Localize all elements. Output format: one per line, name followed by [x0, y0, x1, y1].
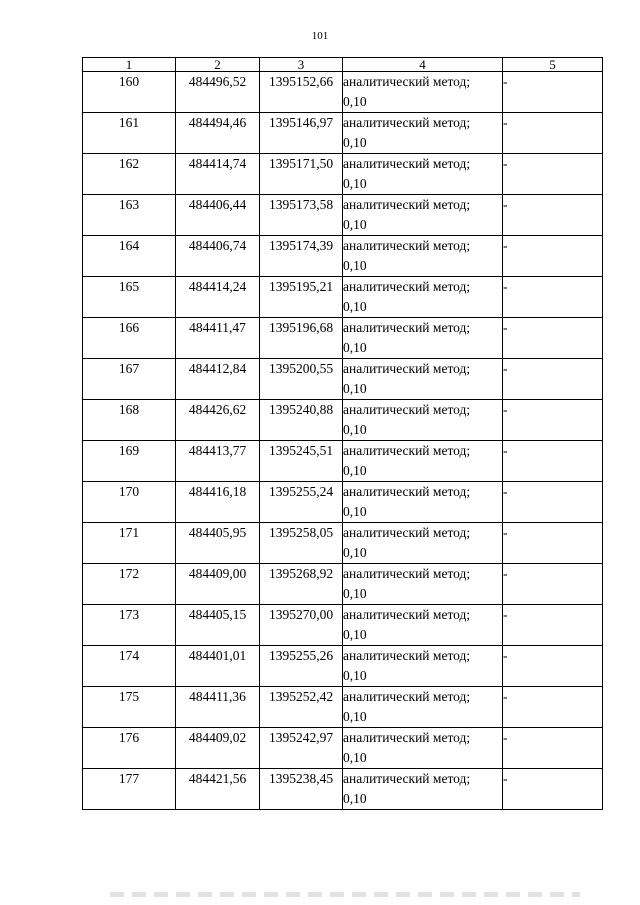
point-number-cell: 161 — [83, 113, 176, 154]
y-coordinate-cell: 1395270,00 — [260, 605, 343, 646]
point-number-cell: 173 — [83, 605, 176, 646]
point-number-cell: 162 — [83, 154, 176, 195]
accuracy-text: 0,10 — [343, 94, 367, 109]
y-coordinate-cell: 1395258,05 — [260, 523, 343, 564]
note-cell: - — [503, 441, 603, 482]
table-row — [83, 687, 603, 728]
note-cell: - — [503, 113, 603, 154]
note-cell: - — [503, 687, 603, 728]
note-cell: - — [503, 646, 603, 687]
method-text: аналитический метод; — [343, 566, 471, 581]
table-row — [83, 646, 603, 687]
point-number-cell: 175 — [83, 687, 176, 728]
y-coordinate-cell: 1395242,97 — [260, 728, 343, 769]
x-coordinate-cell: 484405,95 — [176, 523, 260, 564]
point-number-cell: 170 — [83, 482, 176, 523]
accuracy-text: 0,10 — [343, 422, 367, 437]
accuracy-text: 0,10 — [343, 381, 367, 396]
accuracy-text: 0,10 — [343, 791, 367, 806]
method-text: аналитический метод; — [343, 607, 471, 622]
note-cell: - — [503, 72, 603, 113]
accuracy-text: 0,10 — [343, 586, 367, 601]
x-coordinate-cell: 484409,00 — [176, 564, 260, 605]
x-coordinate-cell: 484413,77 — [176, 441, 260, 482]
point-number-cell: 172 — [83, 564, 176, 605]
point-number-cell: 169 — [83, 441, 176, 482]
y-coordinate-cell: 1395200,55 — [260, 359, 343, 400]
table-row — [83, 72, 603, 113]
table-row — [83, 113, 603, 154]
point-number-cell: 160 — [83, 72, 176, 113]
table-row — [83, 318, 603, 359]
method-cell — [343, 605, 503, 646]
method-cell — [343, 769, 503, 810]
y-coordinate-cell: 1395174,39 — [260, 236, 343, 277]
note-cell: - — [503, 605, 603, 646]
note-cell: - — [503, 318, 603, 359]
method-text: аналитический метод; — [343, 361, 471, 376]
table-row — [83, 359, 603, 400]
x-coordinate-cell: 484414,24 — [176, 277, 260, 318]
method-cell — [343, 523, 503, 564]
point-number-cell: 164 — [83, 236, 176, 277]
method-cell — [343, 646, 503, 687]
accuracy-text: 0,10 — [343, 299, 367, 314]
y-coordinate-cell: 1395240,88 — [260, 400, 343, 441]
cut-off-footer-text — [110, 892, 580, 897]
method-cell — [343, 236, 503, 277]
accuracy-text: 0,10 — [343, 258, 367, 273]
x-coordinate-cell: 484421,56 — [176, 769, 260, 810]
x-coordinate-cell: 484416,18 — [176, 482, 260, 523]
column-header-1: 1 — [83, 58, 176, 72]
y-coordinate-cell: 1395255,26 — [260, 646, 343, 687]
accuracy-text: 0,10 — [343, 627, 367, 642]
header-row — [83, 58, 603, 72]
point-number-cell: 168 — [83, 400, 176, 441]
table-row — [83, 564, 603, 605]
method-cell — [343, 113, 503, 154]
point-number-cell: 171 — [83, 523, 176, 564]
x-coordinate-cell: 484412,84 — [176, 359, 260, 400]
table-row — [83, 482, 603, 523]
accuracy-text: 0,10 — [343, 750, 367, 765]
note-cell: - — [503, 769, 603, 810]
method-cell — [343, 277, 503, 318]
method-text: аналитический метод; — [343, 771, 471, 786]
y-coordinate-cell: 1395245,51 — [260, 441, 343, 482]
coordinates-table — [82, 57, 603, 810]
table-row — [83, 236, 603, 277]
point-number-cell: 167 — [83, 359, 176, 400]
accuracy-text: 0,10 — [343, 504, 367, 519]
y-coordinate-cell: 1395252,42 — [260, 687, 343, 728]
x-coordinate-cell: 484406,44 — [176, 195, 260, 236]
note-cell: - — [503, 523, 603, 564]
table-body — [83, 72, 603, 810]
method-cell — [343, 154, 503, 195]
table-row — [83, 605, 603, 646]
method-text: аналитический метод; — [343, 689, 471, 704]
y-coordinate-cell: 1395146,97 — [260, 113, 343, 154]
method-text: аналитический метод; — [343, 74, 471, 89]
method-text: аналитический метод; — [343, 730, 471, 745]
column-header-4: 4 — [343, 58, 503, 72]
accuracy-text: 0,10 — [343, 668, 367, 683]
x-coordinate-cell: 484401,01 — [176, 646, 260, 687]
accuracy-text: 0,10 — [343, 176, 367, 191]
x-coordinate-cell: 484411,36 — [176, 687, 260, 728]
y-coordinate-cell: 1395152,66 — [260, 72, 343, 113]
method-text: аналитический метод; — [343, 484, 471, 499]
note-cell: - — [503, 236, 603, 277]
table-row — [83, 441, 603, 482]
note-cell: - — [503, 277, 603, 318]
method-cell — [343, 564, 503, 605]
method-cell — [343, 195, 503, 236]
table-row — [83, 277, 603, 318]
note-cell: - — [503, 400, 603, 441]
method-cell — [343, 687, 503, 728]
x-coordinate-cell: 484411,47 — [176, 318, 260, 359]
method-cell — [343, 441, 503, 482]
column-header-5: 5 — [503, 58, 603, 72]
x-coordinate-cell: 484494,46 — [176, 113, 260, 154]
y-coordinate-cell: 1395195,21 — [260, 277, 343, 318]
note-cell: - — [503, 564, 603, 605]
y-coordinate-cell: 1395196,68 — [260, 318, 343, 359]
table-row — [83, 195, 603, 236]
method-cell — [343, 72, 503, 113]
accuracy-text: 0,10 — [343, 217, 367, 232]
table-row — [83, 154, 603, 195]
method-text: аналитический метод; — [343, 115, 471, 130]
table-row — [83, 769, 603, 810]
note-cell: - — [503, 728, 603, 769]
method-cell — [343, 359, 503, 400]
table-row — [83, 523, 603, 564]
y-coordinate-cell: 1395173,58 — [260, 195, 343, 236]
method-text: аналитический метод; — [343, 648, 471, 663]
table-row — [83, 400, 603, 441]
column-header-2: 2 — [176, 58, 260, 72]
method-text: аналитический метод; — [343, 320, 471, 335]
table-row — [83, 728, 603, 769]
x-coordinate-cell: 484405,15 — [176, 605, 260, 646]
note-cell: - — [503, 359, 603, 400]
x-coordinate-cell: 484409,02 — [176, 728, 260, 769]
x-coordinate-cell: 484496,52 — [176, 72, 260, 113]
method-text: аналитический метод; — [343, 156, 471, 171]
note-cell: - — [503, 195, 603, 236]
table-header — [83, 58, 603, 72]
point-number-cell: 166 — [83, 318, 176, 359]
method-cell — [343, 728, 503, 769]
method-text: аналитический метод; — [343, 238, 471, 253]
y-coordinate-cell: 1395268,92 — [260, 564, 343, 605]
method-text: аналитический метод; — [343, 279, 471, 294]
method-text: аналитический метод; — [343, 525, 471, 540]
y-coordinate-cell: 1395171,50 — [260, 154, 343, 195]
accuracy-text: 0,10 — [343, 709, 367, 724]
method-text: аналитический метод; — [343, 197, 471, 212]
point-number-cell: 165 — [83, 277, 176, 318]
point-number-cell: 174 — [83, 646, 176, 687]
note-cell: - — [503, 154, 603, 195]
accuracy-text: 0,10 — [343, 463, 367, 478]
accuracy-text: 0,10 — [343, 135, 367, 150]
method-text: аналитический метод; — [343, 443, 471, 458]
method-text: аналитический метод; — [343, 402, 471, 417]
point-number-cell: 176 — [83, 728, 176, 769]
point-number-cell: 163 — [83, 195, 176, 236]
x-coordinate-cell: 484414,74 — [176, 154, 260, 195]
method-cell — [343, 318, 503, 359]
x-coordinate-cell: 484426,62 — [176, 400, 260, 441]
y-coordinate-cell: 1395238,45 — [260, 769, 343, 810]
accuracy-text: 0,10 — [343, 545, 367, 560]
page-number: 101 — [311, 30, 329, 42]
accuracy-text: 0,10 — [343, 340, 367, 355]
y-coordinate-cell: 1395255,24 — [260, 482, 343, 523]
x-coordinate-cell: 484406,74 — [176, 236, 260, 277]
method-cell — [343, 482, 503, 523]
method-cell — [343, 400, 503, 441]
note-cell: - — [503, 482, 603, 523]
column-header-3: 3 — [260, 58, 343, 72]
point-number-cell: 177 — [83, 769, 176, 810]
